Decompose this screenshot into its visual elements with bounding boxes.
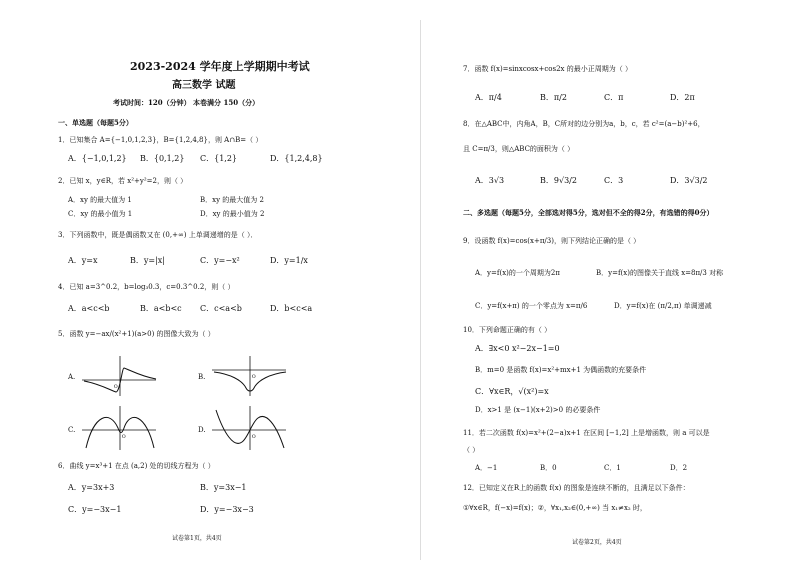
q11-option-b: B．0 [540,464,557,472]
q5-label-d: D. [198,426,206,434]
exam-subtitle: 高三数学 试题 [172,80,236,91]
q7-option-c: C．π [604,93,624,102]
q12-stem: 12．已知定义在R上的函数 f(x) 的图象是连续不断的，且满足以下条件： [463,484,690,492]
q10-option-b: B．m=0 是函数 f(x)=x²+mx+1 为偶函数的充要条件 [475,366,647,374]
q8-option-d: D．3√3/2 [670,176,708,185]
q11-option-d: D．2 [670,464,688,472]
q5-label-b: B. [198,373,206,381]
q10-option-d: D．x>1 是 (x−1)(x+2)>0 的必要条件 [475,406,601,414]
q8-stem-cont: 且 C=π/3，则△ABC的面积为（ ） [463,145,575,153]
q12-conditions: ①∀x∈R，f(−x)=f(x)；②，∀x₁,x₂∈(0,+∞) 当 x₁≠x₂ 时， [463,504,647,512]
q3-option-c: C．y=−x² [200,256,240,265]
q7-option-d: D．2π [670,93,695,102]
left-page-footer: 试卷第1页，共4页 [172,535,222,542]
svg-text:O: O [122,435,126,440]
svg-text:O: O [114,385,118,390]
section-multiple-choice: 二、多选题（每题5分，全部选对得5分，选对但不全的得2分，有选错的得0分） [463,208,714,217]
q5-graph-c [80,404,160,452]
q10-option-c: C．∀x∈R，√(x²)=x [475,387,549,396]
exam-title: 2023-2024 学年度上学期期中考试 [130,60,310,73]
q5-label-a: A. [68,373,76,381]
section-single-choice: 一、单选题（每题5分） [58,118,133,127]
q2-option-d: D．xy 的最小值为 2 [200,210,265,218]
q10-option-a: A．∃x<0 x²−2x−1=0 [475,344,560,353]
q6-option-a: A．y=3x+3 [68,483,115,492]
q5-graph-a [80,354,160,398]
q1-stem: 1．已知集合 A={−1,0,1,2,3}，B={1,2,4,8}，则 A∩B=（ ） [58,136,263,144]
q8-option-b: B．9√3/2 [540,176,577,185]
q5-label-c: C. [68,426,76,434]
q5-stem: 5．函数 y=−ax/(x²+1)(a>0) 的图像大致为（ ） [58,330,215,338]
page-divider [420,20,421,560]
q3-option-a: A．y=x [68,256,98,265]
q9-option-a: A．y=f(x)的一个周期为2π [475,269,560,277]
q11-paren: （ ） [463,446,480,454]
q9-stem: 9．设函数 f(x)=cos(x+π/3)，则下列结论正确的是（ ） [463,237,641,245]
svg-text:O: O [252,435,256,440]
q9-option-d: D．y=f(x)在 (π/2,π) 单调递减 [614,302,712,310]
q1-option-c: C．{1,2} [200,154,238,163]
q2-option-c: C．xy 的最小值为 1 [68,210,133,218]
q7-stem: 7．函数 f(x)=sinxcosx+cos2x 的最小正周期为（ ） [463,65,632,73]
q5-graph-b [210,354,290,398]
q1-option-a: A．{−1,0,1,2} [68,154,127,163]
right-page-footer: 试卷第2页，共4页 [572,539,622,546]
q6-option-c: C．y=−3x−1 [68,505,122,514]
q2-option-a: A．xy 的最大值为 1 [68,196,132,204]
q1-option-d: D．{1,2,4,8} [270,154,323,163]
q8-option-c: C．3 [604,176,624,185]
svg-text:O: O [252,375,256,380]
q4-option-c: C．c<a<b [200,304,242,313]
q11-option-c: C．1 [604,464,621,472]
q11-stem: 11．若二次函数 f(x)=x²+(2−a)x+1 在区间 [−1,2] 上是增函数，则 a 可以是 [463,429,710,437]
q6-stem: 6．曲线 y=x³+1 在点 (a,2) 处的切线方程为（ ） [58,462,215,470]
q4-option-b: B．a<b<c [140,304,182,313]
q7-option-b: B．π/2 [540,93,567,102]
q10-stem: 10．下列命题正确的有（ ） [463,326,552,334]
q8-option-a: A．3√3 [475,176,505,185]
q1-option-b: B．{0,1,2} [140,154,185,163]
q9-option-b: B．y=f(x)的图像关于直线 x=8π/3 对称 [596,269,724,277]
exam-meta: 考试时间：120（分钟） 本卷满分 150（分） [113,98,260,107]
q3-option-b: B．y=|x| [130,256,166,265]
q11-option-a: A．−1 [475,464,498,472]
q4-stem: 4．已知 a=3^0.2，b=log₃0.3，c=0.3^0.2，则（ ） [58,283,235,291]
q9-option-c: C．y=f(x+π) 的一个零点为 x=π/6 [475,302,588,310]
q6-option-b: B．y=3x−1 [200,483,247,492]
q3-stem: 3．下列函数中，既是偶函数又在 (0,+∞) 上单调递增的是（ ）． [58,231,258,239]
q3-option-d: D．y=1/x [270,256,308,265]
q8-stem: 8．在△ABC中，内角A，B，C所对的边分别为a，b，c，若 c²=(a−b)²+6， [463,120,705,128]
q7-option-a: A．π/4 [475,93,502,102]
q6-option-d: D．y=−3x−3 [200,505,254,514]
q4-option-a: A．a<c<b [68,304,110,313]
q2-stem: 2．已知 x，y∈R，若 x²+y²=2，则（ ） [58,177,188,185]
q4-option-d: D．b<c<a [270,304,313,313]
q2-option-b: B．xy 的最大值为 2 [200,196,264,204]
q5-graph-d [210,404,290,452]
